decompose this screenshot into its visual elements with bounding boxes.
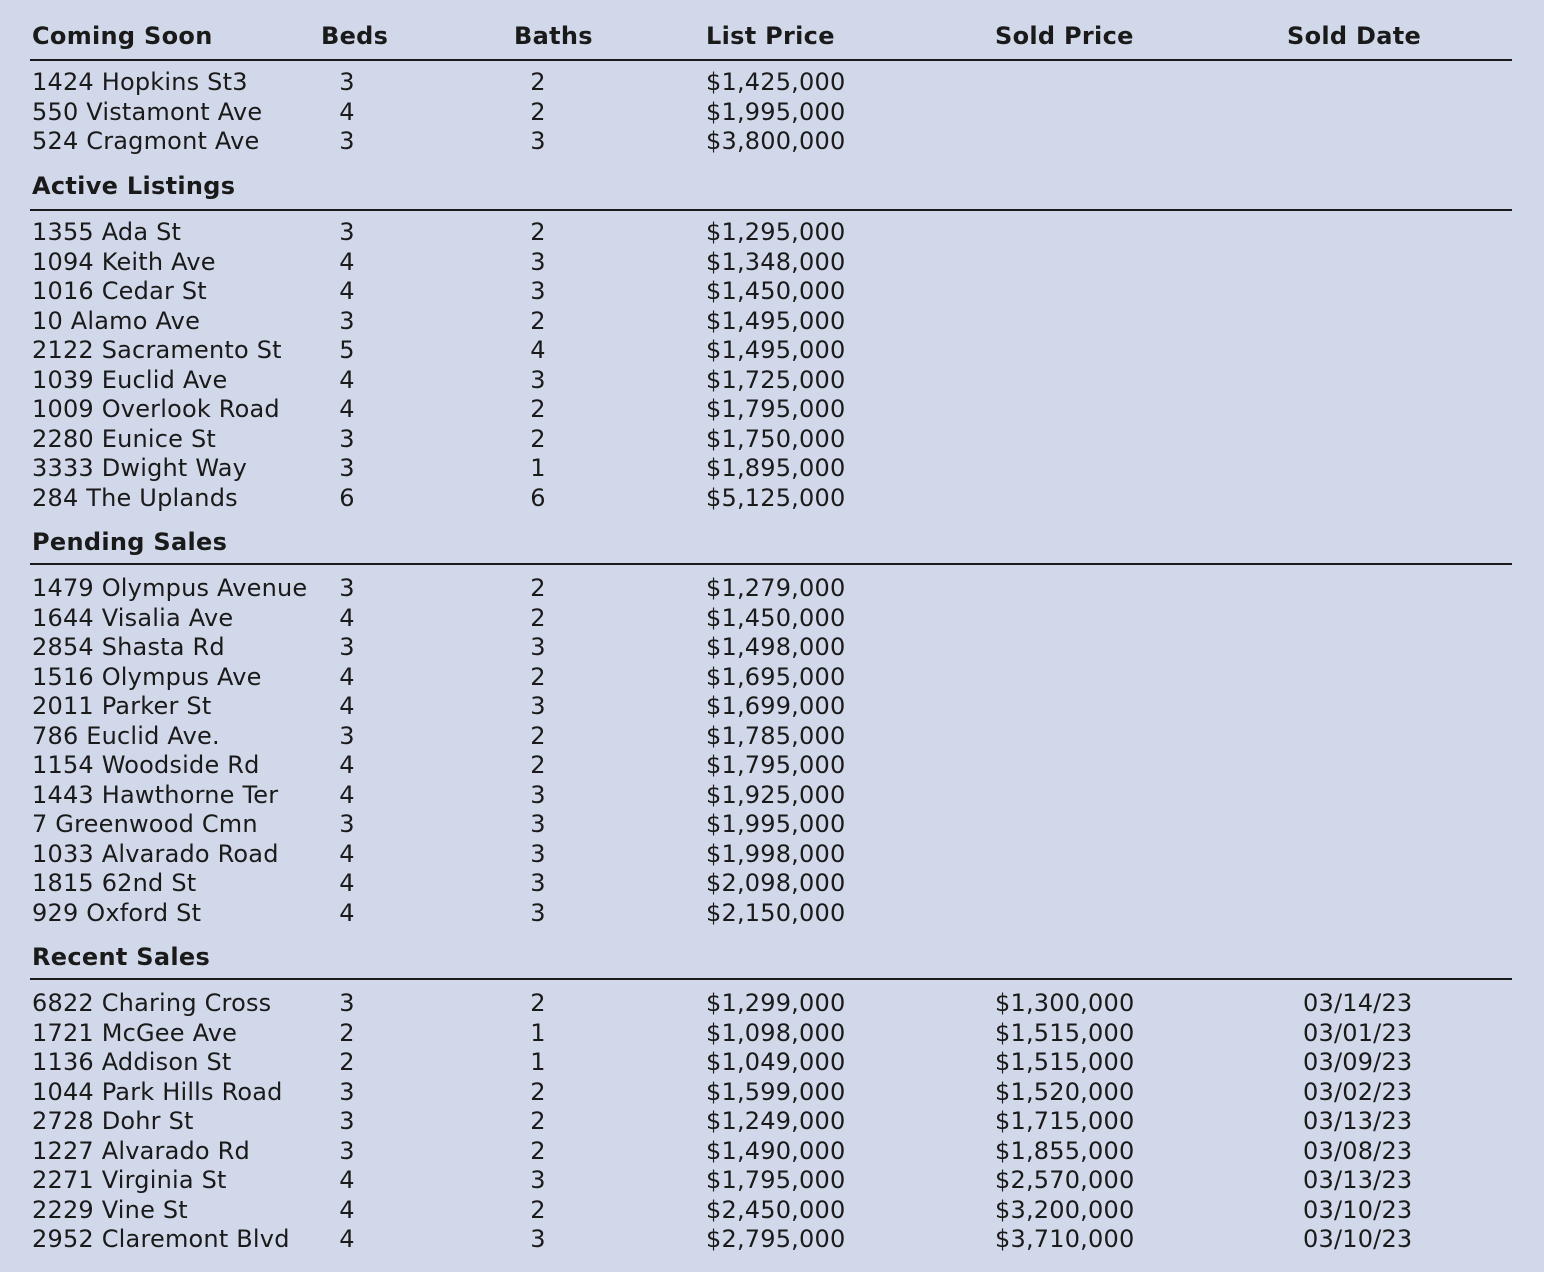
- cell-list-price: $1,795,000: [706, 395, 846, 423]
- cell-beds: 4: [339, 365, 355, 394]
- cell-sold-date: 03/13/23: [1303, 1107, 1413, 1135]
- cell-baths: 2: [530, 97, 546, 126]
- cell-list-price: $1,925,000: [706, 780, 846, 809]
- cell-address: 2011 Parker St: [32, 692, 212, 720]
- cell-baths: 2: [530, 574, 546, 602]
- cell-sold-price: $2,570,000: [995, 1166, 1135, 1194]
- cell-beds: 4: [339, 780, 355, 809]
- cell-list-price: $1,498,000: [706, 633, 846, 661]
- cell-beds: 2: [339, 1018, 355, 1047]
- cell-sold-date: 03/10/23: [1303, 1225, 1413, 1253]
- cell-list-price: $1,699,000: [706, 692, 846, 720]
- cell-baths: 3: [530, 277, 546, 305]
- cell-baths: 2: [530, 721, 546, 750]
- cell-list-price: $1,998,000: [706, 839, 846, 868]
- cell-address: 2280 Eunice St: [32, 424, 216, 453]
- cell-list-price: $1,795,000: [706, 1166, 846, 1194]
- cell-beds: 4: [339, 839, 355, 868]
- cell-address: 1815 62nd St: [32, 869, 197, 897]
- cell-baths: 2: [530, 1107, 546, 1135]
- cell-baths: 2: [530, 424, 546, 453]
- cell-sold-price: $1,300,000: [995, 989, 1135, 1017]
- cell-beds: 4: [339, 395, 355, 423]
- cell-beds: 6: [339, 483, 355, 512]
- cell-beds: 3: [339, 1107, 355, 1135]
- cell-list-price: $2,795,000: [706, 1225, 846, 1253]
- cell-baths: 3: [530, 780, 546, 809]
- cell-baths: 2: [530, 395, 546, 423]
- cell-list-price: $1,695,000: [706, 662, 846, 691]
- cell-address: 1721 McGee Ave: [32, 1018, 238, 1047]
- cell-baths: 2: [530, 68, 546, 96]
- cell-baths: 2: [530, 306, 546, 335]
- cell-baths: 1: [530, 454, 546, 482]
- cell-sold-price: $1,520,000: [995, 1077, 1135, 1106]
- cell-baths: 1: [530, 1048, 546, 1076]
- cell-sold-date: 03/09/23: [1303, 1048, 1413, 1076]
- cell-list-price: $1,725,000: [706, 365, 846, 394]
- cell-beds: 4: [339, 247, 355, 276]
- cell-beds: 3: [339, 68, 355, 96]
- cell-address: 1227 Alvarado Rd: [32, 1136, 250, 1165]
- cell-sold-price: $1,855,000: [995, 1136, 1135, 1165]
- cell-address: 1094 Keith Ave: [32, 247, 216, 276]
- cell-address: 2122 Sacramento St: [32, 336, 282, 364]
- cell-address: 1016 Cedar St: [32, 277, 207, 305]
- cell-list-price: $1,495,000: [706, 306, 846, 335]
- cell-beds: 3: [339, 127, 355, 155]
- cell-address: 1154 Woodside Rd: [32, 751, 260, 779]
- cell-baths: 3: [530, 1225, 546, 1253]
- cell-beds: 3: [339, 989, 355, 1017]
- cell-baths: 3: [530, 810, 546, 838]
- section-divider: [30, 59, 1512, 61]
- cell-address: 7 Greenwood Cmn: [32, 810, 258, 838]
- cell-sold-price: $3,710,000: [995, 1225, 1135, 1253]
- cell-beds: 4: [339, 277, 355, 305]
- cell-address: 1044 Park Hills Road: [32, 1077, 283, 1106]
- cell-address: 6822 Charing Cross: [32, 989, 272, 1017]
- cell-baths: 3: [530, 869, 546, 897]
- cell-list-price: $1,490,000: [706, 1136, 846, 1165]
- cell-beds: 4: [339, 1225, 355, 1253]
- cell-sold-date: 03/01/23: [1303, 1018, 1413, 1047]
- cell-address: 1424 Hopkins St3: [32, 68, 248, 96]
- cell-list-price: $1,450,000: [706, 277, 846, 305]
- cell-list-price: $1,495,000: [706, 336, 846, 364]
- cell-baths: 3: [530, 633, 546, 661]
- cell-list-price: $1,295,000: [706, 218, 846, 246]
- cell-address: 1355 Ada St: [32, 218, 182, 246]
- cell-list-price: $1,450,000: [706, 603, 846, 632]
- section-title: Pending Sales: [32, 528, 228, 556]
- cell-sold-price: $1,515,000: [995, 1048, 1135, 1076]
- cell-sold-date: 03/13/23: [1303, 1166, 1413, 1194]
- cell-address: 2728 Dohr St: [32, 1107, 194, 1135]
- cell-baths: 3: [530, 127, 546, 155]
- cell-baths: 4: [530, 336, 546, 364]
- column-header-sold-date: Sold Date: [1287, 22, 1422, 50]
- cell-sold-price: $1,515,000: [995, 1018, 1135, 1047]
- cell-beds: 4: [339, 97, 355, 126]
- cell-beds: 3: [339, 218, 355, 246]
- cell-address: 1516 Olympus Ave: [32, 662, 262, 691]
- cell-address: 2229 Vine St: [32, 1195, 188, 1224]
- cell-beds: 4: [339, 1195, 355, 1224]
- cell-address: 1644 Visalia Ave: [32, 603, 234, 632]
- column-header-list-price: List Price: [706, 22, 835, 50]
- cell-list-price: $1,785,000: [706, 721, 846, 750]
- cell-baths: 2: [530, 751, 546, 779]
- cell-sold-date: 03/02/23: [1303, 1077, 1413, 1106]
- cell-beds: 3: [339, 633, 355, 661]
- cell-address: 10 Alamo Ave: [32, 306, 201, 335]
- cell-list-price: $1,049,000: [706, 1048, 846, 1076]
- cell-list-price: $1,348,000: [706, 247, 846, 276]
- cell-address: 2854 Shasta Rd: [32, 633, 225, 661]
- cell-baths: 3: [530, 247, 546, 276]
- column-header-beds: Beds: [321, 22, 389, 50]
- cell-address: 786 Euclid Ave.: [32, 721, 220, 750]
- cell-beds: 4: [339, 1166, 355, 1194]
- column-header-sold-price: Sold Price: [995, 22, 1134, 50]
- cell-list-price: $1,995,000: [706, 810, 846, 838]
- cell-list-price: $2,098,000: [706, 869, 846, 897]
- cell-beds: 3: [339, 454, 355, 482]
- section-divider: [30, 978, 1512, 980]
- cell-beds: 5: [339, 336, 355, 364]
- cell-list-price: $1,995,000: [706, 97, 846, 126]
- cell-baths: 3: [530, 898, 546, 927]
- cell-sold-date: 03/14/23: [1303, 989, 1413, 1017]
- cell-address: 1009 Overlook Road: [32, 395, 280, 423]
- cell-baths: 3: [530, 1166, 546, 1194]
- cell-beds: 4: [339, 898, 355, 927]
- cell-list-price: $1,249,000: [706, 1107, 846, 1135]
- cell-baths: 2: [530, 662, 546, 691]
- cell-address: 524 Cragmont Ave: [32, 127, 260, 155]
- cell-list-price: $1,750,000: [706, 424, 846, 453]
- cell-list-price: $1,795,000: [706, 751, 846, 779]
- section-title: Coming Soon: [32, 22, 213, 50]
- cell-address: 2952 Claremont Blvd: [32, 1225, 290, 1253]
- section-title: Active Listings: [32, 172, 236, 200]
- cell-address: 284 The Uplands: [32, 483, 238, 512]
- cell-baths: 3: [530, 839, 546, 868]
- cell-address: 550 Vistamont Ave: [32, 97, 263, 126]
- cell-address: 2271 Virginia St: [32, 1166, 227, 1194]
- cell-address: 3333 Dwight Way: [32, 454, 248, 482]
- cell-beds: 4: [339, 751, 355, 779]
- cell-beds: 3: [339, 574, 355, 602]
- cell-baths: 1: [530, 1018, 546, 1047]
- cell-baths: 2: [530, 603, 546, 632]
- section-divider: [30, 563, 1512, 565]
- section-title: Recent Sales: [32, 943, 211, 971]
- cell-baths: 3: [530, 365, 546, 394]
- cell-baths: 2: [530, 218, 546, 246]
- cell-address: 1039 Euclid Ave: [32, 365, 228, 394]
- cell-sold-date: 03/08/23: [1303, 1136, 1413, 1165]
- cell-address: 1033 Alvarado Road: [32, 839, 279, 868]
- cell-address: 929 Oxford St: [32, 898, 202, 927]
- cell-beds: 3: [339, 721, 355, 750]
- cell-address: 1136 Addison St: [32, 1048, 232, 1076]
- cell-beds: 3: [339, 424, 355, 453]
- section-divider: [30, 209, 1512, 211]
- cell-beds: 2: [339, 1048, 355, 1076]
- cell-sold-date: 03/10/23: [1303, 1195, 1413, 1224]
- cell-baths: 2: [530, 989, 546, 1017]
- cell-list-price: $1,098,000: [706, 1018, 846, 1047]
- cell-beds: 4: [339, 692, 355, 720]
- cell-beds: 3: [339, 306, 355, 335]
- cell-baths: 3: [530, 692, 546, 720]
- cell-beds: 4: [339, 662, 355, 691]
- cell-baths: 6: [530, 483, 546, 512]
- column-header-baths: Baths: [514, 22, 593, 50]
- cell-baths: 2: [530, 1195, 546, 1224]
- cell-beds: 3: [339, 810, 355, 838]
- cell-address: 1479 Olympus Avenue: [32, 574, 308, 602]
- cell-address: 1443 Hawthorne Ter: [32, 780, 279, 809]
- cell-list-price: $2,150,000: [706, 898, 846, 927]
- cell-beds: 3: [339, 1077, 355, 1106]
- cell-list-price: $2,450,000: [706, 1195, 846, 1224]
- cell-sold-price: $1,715,000: [995, 1107, 1135, 1135]
- cell-list-price: $1,599,000: [706, 1077, 846, 1106]
- cell-list-price: $1,279,000: [706, 574, 846, 602]
- cell-beds: 4: [339, 869, 355, 897]
- cell-baths: 2: [530, 1077, 546, 1106]
- cell-list-price: $1,895,000: [706, 454, 846, 482]
- cell-beds: 4: [339, 603, 355, 632]
- cell-list-price: $3,800,000: [706, 127, 846, 155]
- cell-beds: 3: [339, 1136, 355, 1165]
- cell-baths: 2: [530, 1136, 546, 1165]
- cell-list-price: $5,125,000: [706, 483, 846, 512]
- cell-sold-price: $3,200,000: [995, 1195, 1135, 1224]
- cell-list-price: $1,299,000: [706, 989, 846, 1017]
- cell-list-price: $1,425,000: [706, 68, 846, 96]
